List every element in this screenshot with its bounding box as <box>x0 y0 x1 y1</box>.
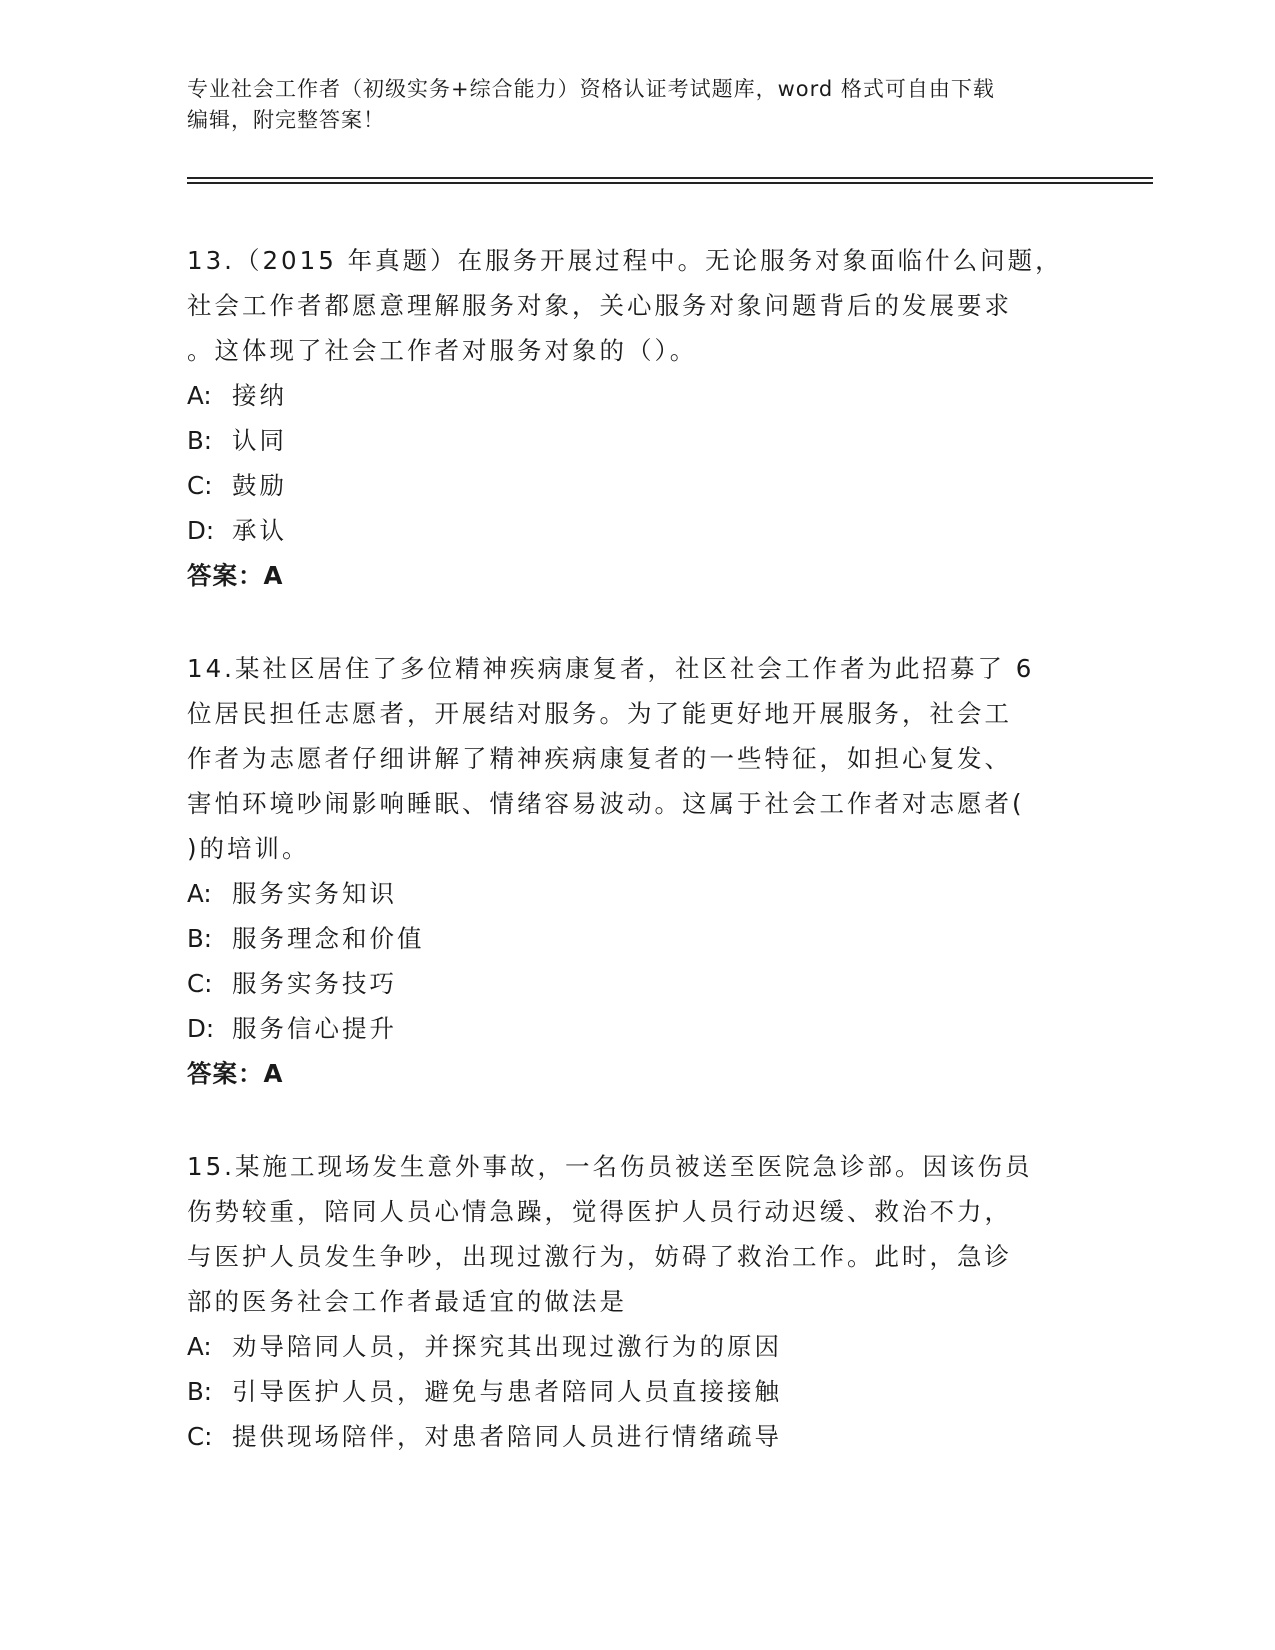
option-d <box>187 508 1087 553</box>
header-divider-top <box>187 177 1153 179</box>
header-line-2: 编辑，附完整答案！ <box>187 108 385 132</box>
stem-line: )的培训。 <box>187 834 310 863</box>
option-c <box>187 463 1087 508</box>
question-list <box>187 238 1087 1459</box>
option-c <box>187 961 1087 1006</box>
question-stem <box>187 646 1087 871</box>
stem-line: 作者为志愿者仔细讲解了精神疾病康复者的一些特征，如担心复发、 <box>187 744 1012 773</box>
document-header <box>187 74 1087 136</box>
question-15 <box>187 1144 1087 1459</box>
stem-line: 位居民担任志愿者，开展结对服务。为了能更好地开展服务，社会工 <box>187 699 1012 728</box>
stem-line: 与医护人员发生争吵，出现过激行为，妨碍了救治工作。此时，急诊 <box>187 1242 1012 1271</box>
option-text: 鼓励 <box>232 471 287 500</box>
option-letter: D: <box>187 516 215 545</box>
stem-line: 14.某社区居住了多位精神疾病康复者，社区社会工作者为此招募了 6 <box>187 654 1035 683</box>
option-letter: A: <box>187 879 212 908</box>
option-text: 接纳 <box>232 381 287 410</box>
option-text: 引导医护人员，避免与患者陪同人员直接接触 <box>232 1377 782 1406</box>
option-letter: D: <box>187 1014 215 1043</box>
option-a <box>187 1324 1087 1369</box>
option-b <box>187 418 1087 463</box>
option-text: 认同 <box>232 426 287 455</box>
answer-line: 答案：A <box>187 561 284 590</box>
option-b <box>187 916 1087 961</box>
option-b <box>187 1369 1087 1414</box>
stem-line: 害怕环境吵闹影响睡眠、情绪容易波动。这属于社会工作者对志愿者( <box>187 789 1025 818</box>
option-text: 承认 <box>232 516 287 545</box>
question-14 <box>187 646 1087 1097</box>
option-letter: B: <box>187 924 213 953</box>
option-text: 服务信心提升 <box>232 1014 397 1043</box>
option-c <box>187 1414 1087 1459</box>
stem-line: 伤势较重，陪同人员心情急躁，觉得医护人员行动迟缓、救治不力， <box>187 1197 1012 1226</box>
stem-line: 15.某施工现场发生意外事故，一名伤员被送至医院急诊部。因该伤员 <box>187 1152 1033 1181</box>
option-a <box>187 871 1087 916</box>
option-text: 劝导陪同人员，并探究其出现过激行为的原因 <box>232 1332 782 1361</box>
option-text: 服务理念和价值 <box>232 924 425 953</box>
option-text: 提供现场陪伴，对患者陪同人员进行情绪疏导 <box>232 1422 782 1451</box>
stem-line: 社会工作者都愿意理解服务对象，关心服务对象问题背后的发展要求 <box>187 291 1012 320</box>
option-letter: B: <box>187 1377 213 1406</box>
option-letter: C: <box>187 471 213 500</box>
stem-line: 部的医务社会工作者最适宜的做法是 <box>187 1287 627 1316</box>
header-line-1: 专业社会工作者（初级实务+综合能力）资格认证考试题库，word 格式可自由下载 <box>187 77 995 101</box>
answer-line: 答案：A <box>187 1059 284 1088</box>
question-stem <box>187 1144 1087 1324</box>
stem-line: 。这体现了社会工作者对服务对象的（）。 <box>187 336 698 365</box>
option-letter: B: <box>187 426 213 455</box>
option-letter: C: <box>187 969 213 998</box>
option-letter: A: <box>187 381 212 410</box>
option-d <box>187 1006 1087 1051</box>
option-text: 服务实务知识 <box>232 879 397 908</box>
option-letter: A: <box>187 1332 212 1361</box>
question-13 <box>187 238 1087 599</box>
header-divider-bottom <box>187 182 1153 184</box>
option-text: 服务实务技巧 <box>232 969 397 998</box>
option-a <box>187 373 1087 418</box>
question-stem <box>187 238 1087 373</box>
option-letter: C: <box>187 1422 213 1451</box>
stem-line: 13.（2015 年真题）在服务开展过程中。无论服务对象面临什么问题， <box>187 246 1063 275</box>
